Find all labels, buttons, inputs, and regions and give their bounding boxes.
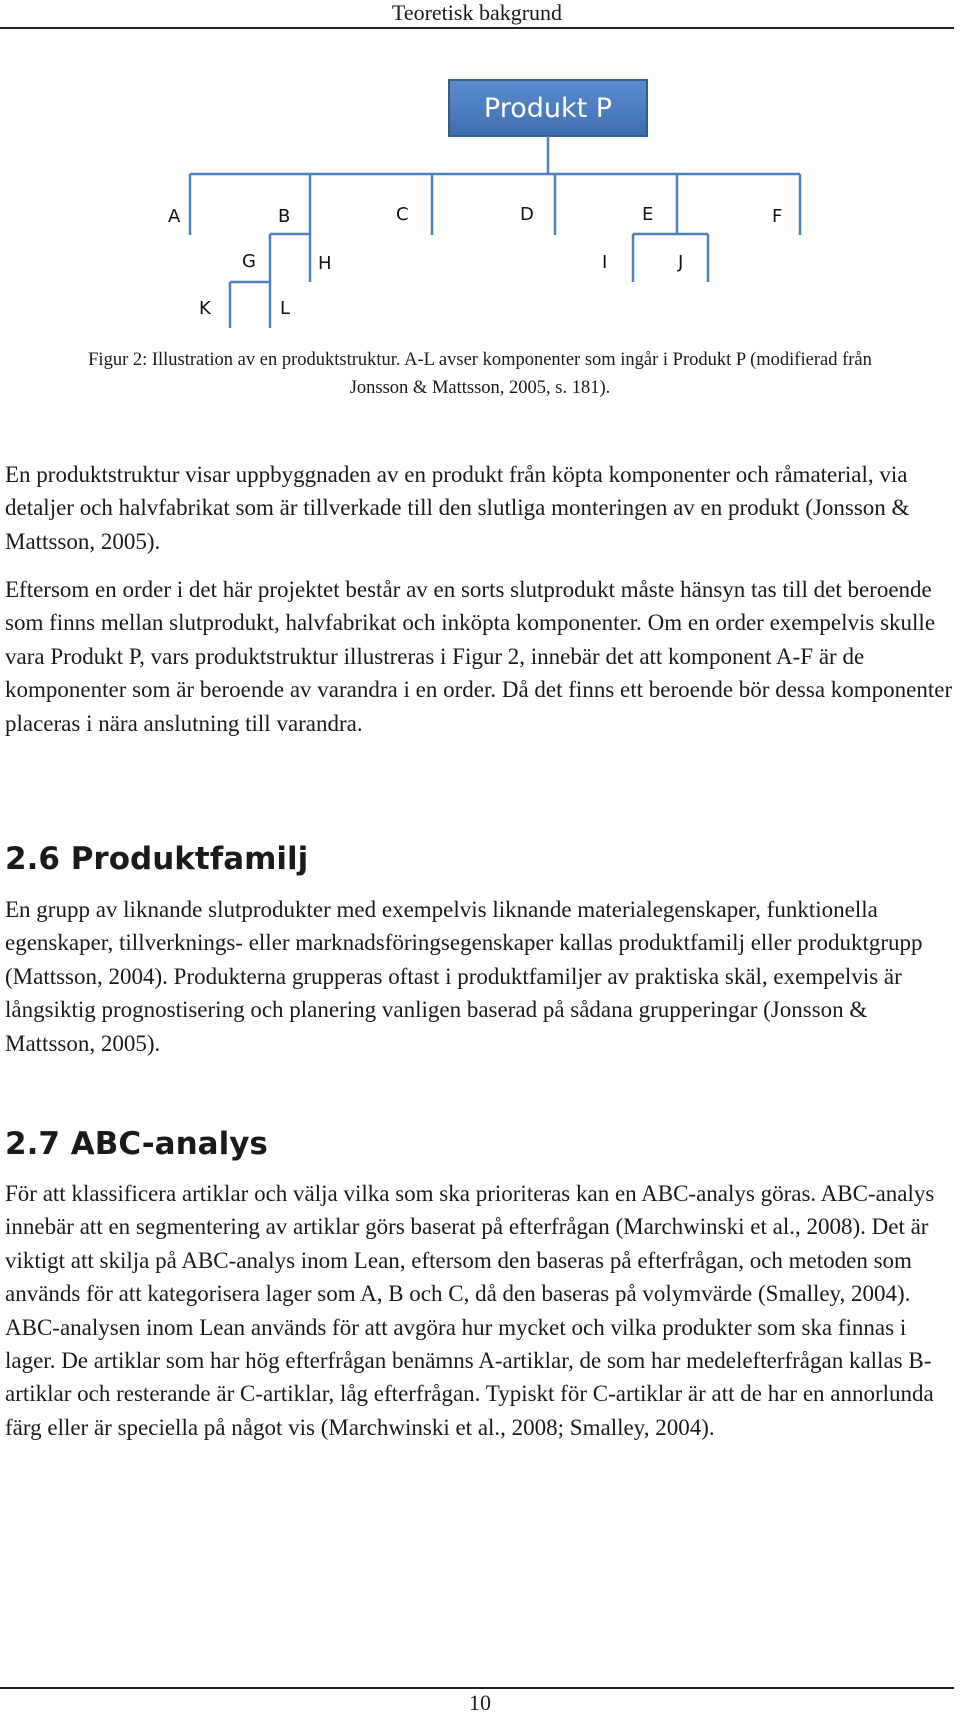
paragraph-product-family: En grupp av liknande slutprodukter med exempelvis liknande materialegenskaper, funktionella egenskaper, tillverknings- eller marknadsföringsegenskaper kallas produktfamilj eller produktgrupp (Mattsson, 2004). Produkterna grupperas oftast i produktfamiljer av praktiska skäl, exempelvis är långsiktig prognostisering och planering vanligen baserad på sådana grupperingar (Jonsson & Mattsson, 2005). xyxy=(5,897,923,1056)
paragraph-order-dependency: Eftersom en order i det här projektet består av en sorts slutprodukt måste hänsyn tas till det beroende som finns mellan slutprodukt, halvfabrikat och inköpta komponenter. Om en order exempelvis skulle vara Produkt P, vars produktstruktur illustreras i Figur 2, innebär det att komponent A-F är de komponenter som är beroende av varandra i en order. Då det finns ett beroende bör dessa komponenter placeras i nära anslutning till varandra. xyxy=(5,577,953,736)
node-b: B xyxy=(278,206,291,227)
figure-caption xyxy=(8,346,952,402)
node-f: F xyxy=(772,206,783,227)
node-a: A xyxy=(168,206,181,227)
node-k: K xyxy=(199,298,211,319)
section-heading-2-7: 2.7 ABC-analys xyxy=(5,1126,268,1162)
paragraph-abc-analysis: För att klassificera artiklar och välja vilka som ska prioriteras kan en ABC-analys göras. ABC-analys innebär att en segmentering av artiklar görs baserat på efterfrågan (Marchwinski et al., 2008). Det är viktigt att skilja på ABC-analys inom Lean, eftersom den baseras på efterfrågan, och metoden som används för att kategorisera lager som A, B och C, då den baseras på volymvärde (Smalley, 2004). ABC-analysen inom Lean används för att avgöra hur mycket och vilka produkter som ska finnas i lager. De artiklar som har hög efterfrågan benämns A-artiklar, de som har medelefterfrågan kallas B-artiklar och resterande är C-artiklar, låg efterfrågan. Typiskt för C-artiklar är att de har en annorlunda färg eller är speciella på något vis (Marchwinski et al., 2008; Smalley, 2004). xyxy=(5,1181,935,1440)
root-node-label: Produkt P xyxy=(483,93,613,124)
node-c: C xyxy=(396,204,409,225)
node-e: E xyxy=(642,204,654,225)
footer-rule xyxy=(0,1687,954,1689)
node-j: J xyxy=(678,252,684,273)
node-i: I xyxy=(602,252,608,273)
section-heading-2-6: 2.6 Produktfamilj xyxy=(5,841,309,877)
node-g: G xyxy=(242,251,256,272)
paragraph-product-structure: En produktstruktur visar uppbyggnaden av en produkt från köpta komponenter och råmaterial, via detaljer och halvfabrikat som är tillverkade till den slutliga monteringen av en produkt (Jonsson & Mattsson, 2005). xyxy=(5,462,910,554)
node-l: L xyxy=(280,298,291,319)
page-number: 10 xyxy=(469,1690,491,1715)
figure-caption-line-2: Jonsson & Mattsson, 2005, s. 181). xyxy=(349,378,611,398)
page-header: Teoretisk bakgrund xyxy=(391,0,563,25)
product-structure-diagram xyxy=(0,0,960,340)
node-d: D xyxy=(520,204,534,225)
figure-caption-line-1: Figur 2: Illustration av en produktstruktur. A-L avser komponenter som ingår i Produkt P (modifierad från xyxy=(88,350,872,370)
node-h: H xyxy=(318,253,332,274)
